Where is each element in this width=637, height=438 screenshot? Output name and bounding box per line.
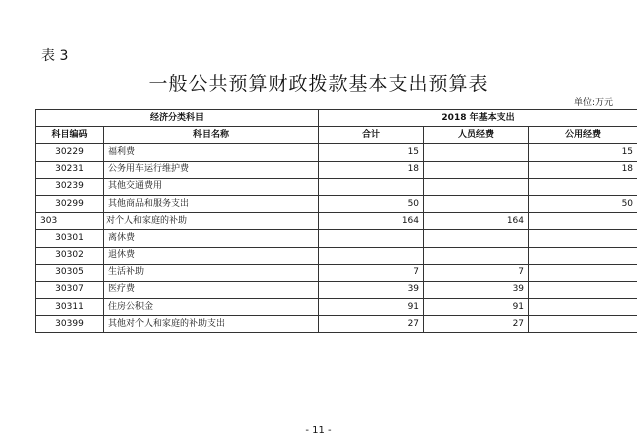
cell-public — [529, 264, 637, 281]
cell-public — [529, 213, 637, 230]
cell-code: 30301 — [36, 230, 104, 247]
cell-code: 30302 — [36, 247, 104, 264]
table-row — [36, 178, 637, 195]
table-row — [36, 230, 637, 247]
cell-personnel: 164 — [424, 213, 529, 230]
cell-name: 其他对个人和家庭的补助支出 — [104, 316, 319, 333]
cell-public — [529, 316, 637, 333]
cell-personnel: 39 — [424, 281, 529, 298]
column-header-name: 科目名称 — [104, 127, 319, 144]
cell-personnel: 91 — [424, 299, 529, 316]
cell-total — [319, 247, 424, 264]
cell-public — [529, 299, 637, 316]
cell-code: 30311 — [36, 299, 104, 316]
cell-code: 30399 — [36, 316, 104, 333]
table-row — [36, 144, 637, 161]
table-row — [36, 247, 637, 264]
cell-name: 退休费 — [104, 247, 319, 264]
table-row — [36, 264, 637, 281]
budget-table — [35, 109, 637, 333]
cell-public — [529, 178, 637, 195]
cell-public: 18 — [529, 161, 637, 178]
cell-code: 30229 — [36, 144, 104, 161]
cell-code: 303 — [36, 213, 104, 230]
column-header-public: 公用经费 — [529, 127, 637, 144]
cell-personnel — [424, 195, 529, 212]
column-header-code: 科目编码 — [36, 127, 104, 144]
table-row — [36, 316, 637, 333]
cell-public — [529, 230, 637, 247]
cell-code: 30307 — [36, 281, 104, 298]
cell-code: 30231 — [36, 161, 104, 178]
column-header-row — [36, 127, 637, 144]
table-row — [36, 195, 637, 212]
cell-total: 91 — [319, 299, 424, 316]
cell-public — [529, 281, 637, 298]
cell-name: 其他交通费用 — [104, 178, 319, 195]
cell-personnel — [424, 230, 529, 247]
group-header-row — [36, 110, 637, 127]
cell-total: 15 — [319, 144, 424, 161]
cell-name: 公务用车运行维护费 — [104, 161, 319, 178]
table-row — [36, 213, 637, 230]
cell-total: 50 — [319, 195, 424, 212]
cell-total — [319, 178, 424, 195]
cell-personnel: 27 — [424, 316, 529, 333]
cell-personnel — [424, 247, 529, 264]
table-row — [36, 161, 637, 178]
table-row — [36, 299, 637, 316]
group-header-basic-expenditure: 2018 年基本支出 — [319, 110, 637, 127]
unit-note: 单位:万元 — [573, 98, 613, 108]
cell-public: 50 — [529, 195, 637, 212]
group-header-classification: 经济分类科目 — [36, 110, 319, 127]
cell-name: 对个人和家庭的补助 — [104, 213, 319, 230]
cell-public: 15 — [529, 144, 637, 161]
table-row — [36, 281, 637, 298]
cell-name: 医疗费 — [104, 281, 319, 298]
cell-code: 30305 — [36, 264, 104, 281]
cell-code: 30299 — [36, 195, 104, 212]
table-body — [36, 144, 637, 333]
column-header-total: 合计 — [319, 127, 424, 144]
cell-personnel: 7 — [424, 264, 529, 281]
cell-name: 住房公积金 — [104, 299, 319, 316]
cell-public — [529, 247, 637, 264]
cell-personnel — [424, 178, 529, 195]
cell-total: 7 — [319, 264, 424, 281]
cell-personnel — [424, 161, 529, 178]
cell-name: 福利费 — [104, 144, 319, 161]
cell-total: 27 — [319, 316, 424, 333]
cell-total: 18 — [319, 161, 424, 178]
cell-personnel — [424, 144, 529, 161]
cell-name: 其他商品和服务支出 — [104, 195, 319, 212]
table-label: 表 3 — [41, 48, 69, 64]
cell-code: 30239 — [36, 178, 104, 195]
cell-name: 离休费 — [104, 230, 319, 247]
page-number: - 11 - — [305, 425, 332, 436]
cell-name: 生活补助 — [104, 264, 319, 281]
cell-total: 164 — [319, 213, 424, 230]
cell-total — [319, 230, 424, 247]
document-title: 一般公共预算财政拨款基本支出预算表 — [148, 73, 489, 95]
column-header-personnel: 人员经费 — [424, 127, 529, 144]
cell-total: 39 — [319, 281, 424, 298]
